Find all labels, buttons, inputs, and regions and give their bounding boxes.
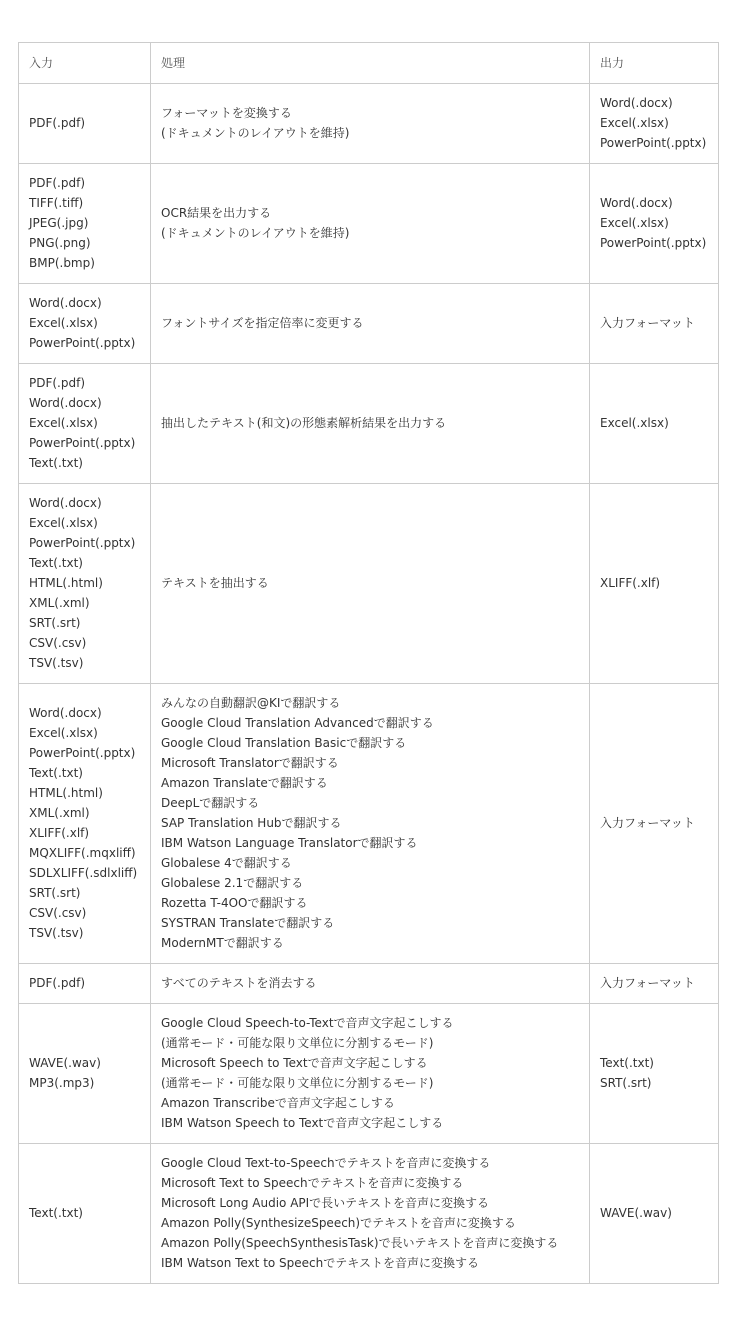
table-row <box>19 164 719 284</box>
output-line: PowerPoint(.pptx) <box>600 136 707 150</box>
process-line: Amazon Translateで翻訳する <box>161 776 328 790</box>
table-row <box>19 284 719 364</box>
header-output: 出力 <box>590 43 719 84</box>
input-line: Excel(.xlsx) <box>29 416 98 430</box>
input-line: PNG(.png) <box>29 236 91 250</box>
process-line: IBM Watson Speech to Textで音声文字起こしする <box>161 1116 444 1130</box>
input-line: TSV(.tsv) <box>29 656 84 670</box>
table-row <box>19 1144 719 1284</box>
process-line: Google Cloud Text-to-Speechでテキストを音声に変換する <box>161 1156 491 1170</box>
process-line: フォーマットを変換する <box>161 106 292 120</box>
input-line: HTML(.html) <box>29 576 103 590</box>
process-line: (ドキュメントのレイアウトを維持) <box>161 126 350 140</box>
process-line: みんなの自動翻訳@KIで翻訳する <box>161 696 341 710</box>
process-line: SAP Translation Hubで翻訳する <box>161 816 342 830</box>
input-cell <box>19 364 151 484</box>
process-line: Google Cloud Translation Advancedで翻訳する <box>161 716 434 730</box>
input-line: Text(.txt) <box>29 1206 83 1220</box>
input-line: MP3(.mp3) <box>29 1076 95 1090</box>
table-row <box>19 684 719 964</box>
table-header <box>19 43 719 84</box>
input-line: MQXLIFF(.mqxliff) <box>29 846 136 860</box>
process-line: Amazon Polly(SpeechSynthesisTask)で長いテキストを音声に変換する <box>161 1236 559 1250</box>
input-line: PDF(.pdf) <box>29 116 86 130</box>
process-line: Globalese 4で翻訳する <box>161 856 292 870</box>
input-line: Text(.txt) <box>29 456 83 470</box>
conversion-table-container <box>18 42 719 1284</box>
output-cell <box>590 684 719 964</box>
process-cell <box>151 84 590 164</box>
table-row <box>19 964 719 1004</box>
process-line: Amazon Polly(SynthesizeSpeech)でテキストを音声に変換する <box>161 1216 516 1230</box>
process-cell <box>151 484 590 684</box>
input-line: PDF(.pdf) <box>29 976 86 990</box>
input-line: PDF(.pdf) <box>29 376 86 390</box>
input-line: PowerPoint(.pptx) <box>29 336 136 350</box>
header-process: 処理 <box>151 43 590 84</box>
input-line: JPEG(.jpg) <box>29 216 89 230</box>
output-line: WAVE(.wav) <box>600 1206 672 1220</box>
process-line: すべてのテキストを消去する <box>161 976 317 990</box>
output-line: SRT(.srt) <box>600 1076 652 1090</box>
process-cell <box>151 284 590 364</box>
process-line: Globalese 2.1で翻訳する <box>161 876 304 890</box>
process-line: Microsoft Text to Speechでテキストを音声に変換する <box>161 1176 464 1190</box>
input-line: Word(.docx) <box>29 396 102 410</box>
input-line: Text(.txt) <box>29 766 83 780</box>
output-line: Excel(.xlsx) <box>600 116 669 130</box>
input-line: PowerPoint(.pptx) <box>29 436 136 450</box>
process-cell <box>151 964 590 1004</box>
process-line: SYSTRAN Translateで翻訳する <box>161 916 335 930</box>
output-cell <box>590 284 719 364</box>
output-line: Excel(.xlsx) <box>600 416 669 430</box>
process-line: Rozetta T-4OOで翻訳する <box>161 896 308 910</box>
input-line: Excel(.xlsx) <box>29 516 98 530</box>
input-line: Excel(.xlsx) <box>29 316 98 330</box>
input-cell <box>19 684 151 964</box>
process-line: Google Cloud Translation Basicで翻訳する <box>161 736 407 750</box>
output-line: 入力フォーマット <box>600 316 695 330</box>
input-line: PowerPoint(.pptx) <box>29 746 136 760</box>
process-line: Microsoft Speech to Textで音声文字起こしする <box>161 1056 428 1070</box>
input-line: SRT(.srt) <box>29 616 81 630</box>
output-line: Word(.docx) <box>600 96 673 110</box>
process-line: Microsoft Long Audio APIで長いテキストを音声に変換する <box>161 1196 489 1210</box>
output-cell <box>590 484 719 684</box>
process-line: OCR結果を出力する <box>161 206 272 220</box>
header-row <box>19 43 719 84</box>
input-line: Word(.docx) <box>29 496 102 510</box>
process-line: ModernMTで翻訳する <box>161 936 284 950</box>
output-line: Text(.txt) <box>600 1056 654 1070</box>
input-line: PDF(.pdf) <box>29 176 86 190</box>
input-line: CSV(.csv) <box>29 906 87 920</box>
input-line: CSV(.csv) <box>29 636 87 650</box>
output-line: 入力フォーマット <box>600 816 695 830</box>
table-row <box>19 84 719 164</box>
input-cell <box>19 1004 151 1144</box>
process-cell <box>151 364 590 484</box>
process-cell <box>151 1144 590 1284</box>
output-cell <box>590 84 719 164</box>
output-line: XLIFF(.xlf) <box>600 576 661 590</box>
input-line: WAVE(.wav) <box>29 1056 101 1070</box>
input-line: BMP(.bmp) <box>29 256 95 270</box>
process-line: フォントサイズを指定倍率に変更する <box>161 316 364 330</box>
process-cell <box>151 1004 590 1144</box>
process-line: Google Cloud Speech-to-Textで音声文字起こしする <box>161 1016 454 1030</box>
input-line: XML(.xml) <box>29 806 90 820</box>
process-line: テキストを抽出する <box>161 576 269 590</box>
input-cell <box>19 164 151 284</box>
input-line: XML(.xml) <box>29 596 90 610</box>
output-cell <box>590 364 719 484</box>
input-cell <box>19 1144 151 1284</box>
table-body <box>19 84 719 1284</box>
input-line: Word(.docx) <box>29 296 102 310</box>
input-cell <box>19 964 151 1004</box>
header-input: 入力 <box>19 43 151 84</box>
process-cell <box>151 164 590 284</box>
process-line: Microsoft Translatorで翻訳する <box>161 756 339 770</box>
input-cell <box>19 284 151 364</box>
output-line: PowerPoint(.pptx) <box>600 236 707 250</box>
input-line: TIFF(.tiff) <box>29 196 84 210</box>
input-cell <box>19 484 151 684</box>
output-line: 入力フォーマット <box>600 976 695 990</box>
input-line: SRT(.srt) <box>29 886 81 900</box>
process-line: Amazon Transcribeで音声文字起こしする <box>161 1096 395 1110</box>
input-line: Excel(.xlsx) <box>29 726 98 740</box>
output-cell <box>590 1144 719 1284</box>
output-cell <box>590 164 719 284</box>
process-line: (通常モード・可能な限り文単位に分割するモード) <box>161 1036 434 1050</box>
input-line: Word(.docx) <box>29 706 102 720</box>
table-row <box>19 364 719 484</box>
process-line: IBM Watson Language Translatorで翻訳する <box>161 836 418 850</box>
process-line: 抽出したテキスト(和文)の形態素解析結果を出力する <box>161 416 447 430</box>
table-row <box>19 1004 719 1144</box>
table-row <box>19 484 719 684</box>
input-line: HTML(.html) <box>29 786 103 800</box>
input-line: PowerPoint(.pptx) <box>29 536 136 550</box>
process-cell <box>151 684 590 964</box>
input-line: SDLXLIFF(.sdlxliff) <box>29 866 138 880</box>
process-line: (ドキュメントのレイアウトを維持) <box>161 226 350 240</box>
output-line: Excel(.xlsx) <box>600 216 669 230</box>
process-line: (通常モード・可能な限り文単位に分割するモード) <box>161 1076 434 1090</box>
conversion-table <box>18 42 719 1284</box>
process-line: DeepLで翻訳する <box>161 796 260 810</box>
output-cell <box>590 1004 719 1144</box>
input-line: Text(.txt) <box>29 556 83 570</box>
process-line: IBM Watson Text to Speechでテキストを音声に変換する <box>161 1256 480 1270</box>
input-cell <box>19 84 151 164</box>
output-cell <box>590 964 719 1004</box>
input-line: XLIFF(.xlf) <box>29 826 90 840</box>
output-line: Word(.docx) <box>600 196 673 210</box>
input-line: TSV(.tsv) <box>29 926 84 940</box>
